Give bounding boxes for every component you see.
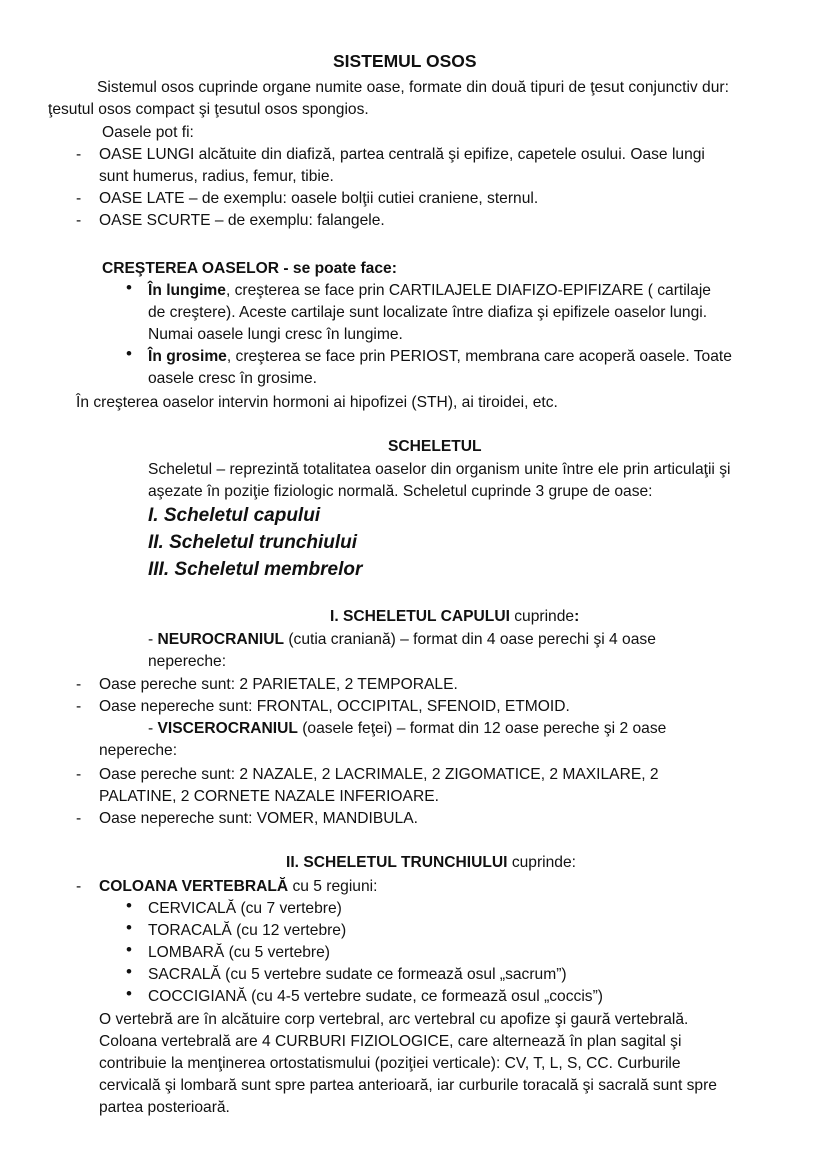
spine-line	[99, 876, 377, 897]
growth-hormones: În creşterea oaselor intervin hormoni ai hipofizei (STH), ai tiroidei, etc.	[76, 394, 558, 411]
neurocranium-line-2: nepereche:	[148, 653, 227, 670]
intro-line-1: Sistemul osos cuprinde organe numite oase, formate din două tipuri de ţesut conjunctiv dur:	[97, 79, 729, 96]
viscerocranium-dash: -	[148, 720, 158, 737]
growth-width-label: În grosime	[148, 348, 227, 365]
head-heading	[330, 606, 579, 627]
neurocranium-line-1	[148, 629, 656, 650]
dash-bullet: -	[76, 878, 82, 895]
type-long-line-1: OASE LUNGI alcătuite din diafiză, partea centrală şi epifize, capetele osului. Oase lungi	[99, 146, 705, 163]
viscerocranium-paired-line-1: Oase pereche sunt: 2 NAZALE, 2 LACRIMALE, 2 ZIGOMATICE, 2 MAXILARE, 2	[99, 766, 659, 783]
bullet-icon: •	[126, 984, 132, 1003]
growth-length-text: , creşterea se face prin CARTILAJELE DIAFIZO-EPIFIZARE ( cartilaje	[225, 282, 711, 299]
trunk-paragraph-line-5: partea posterioară.	[99, 1099, 230, 1116]
dash-bullet: -	[76, 146, 82, 163]
viscerocranium-line-2: nepereche:	[99, 742, 178, 759]
viscerocranium-unpaired: Oase nepereche sunt: VOMER, MANDIBULA.	[99, 810, 418, 827]
trunk-paragraph-line-2: Coloana vertebrală are 4 CURBURI FIZIOLOGICE, care alternează în plan sagital şi	[99, 1033, 682, 1050]
type-flat: OASE LATE – de exemplu: oasele bolţii cutiei craniene, sternul.	[99, 190, 539, 207]
trunk-heading	[286, 852, 576, 873]
dash-bullet: -	[76, 698, 82, 715]
skeleton-line-1: Scheletul – reprezintă totalitatea oaselor din organism unite între ele prin articulaţii şi	[148, 461, 731, 478]
page-title: SISTEMUL OSOS	[333, 51, 477, 71]
skeleton-group-2: II. Scheletul trunchiului	[148, 532, 358, 553]
skeleton-line-2: aşezate în poziţie fiziologic normală. Scheletul cuprinde 3 grupe de oase:	[148, 483, 653, 500]
viscerocranium-label: VISCEROCRANIUL	[157, 720, 298, 737]
bullet-icon: •	[126, 896, 132, 915]
type-long-line-2: sunt humerus, radius, femur, tibie.	[99, 168, 334, 185]
viscerocranium-line-1	[148, 718, 666, 739]
dash-bullet: -	[76, 212, 82, 229]
intro-line-3: Oasele pot fi:	[102, 124, 194, 141]
dash-bullet: -	[76, 676, 82, 693]
viscerocranium-paired-line-2: PALATINE, 2 CORNETE NAZALE INFERIOARE.	[99, 788, 439, 805]
dash-bullet: -	[76, 766, 82, 783]
growth-width-text: , creşterea se face prin PERIOST, membrana care acoperă oasele. Toate	[226, 348, 732, 365]
trunk-heading-rest: cuprinde:	[507, 854, 576, 871]
skeleton-group-3: III. Scheletul membrelor	[148, 559, 363, 580]
growth-heading: CREŞTEREA OASELOR - se poate face:	[102, 260, 397, 277]
viscerocranium-text: (oasele feţei) – format din 12 oase pereche şi 2 oase	[297, 720, 667, 737]
bullet-icon: •	[126, 940, 132, 959]
growth-length-line-2: de creştere). Aceste cartilaje sunt localizate între diafiza şi epifizele oaselor lungi.	[148, 304, 708, 321]
dash-bullet: -	[76, 190, 82, 207]
intro-line-2: ţesutul osos compact şi ţesutul osos spongios.	[48, 101, 369, 118]
spine-region: SACRALĂ (cu 5 vertebre sudate ce formează osul „sacrum”)	[148, 966, 567, 983]
head-heading-bold: I. SCHELETUL CAPULUI	[330, 608, 510, 625]
spine-region: CERVICALĂ (cu 7 vertebre)	[148, 900, 342, 917]
trunk-heading-bold: II. SCHELETUL TRUNCHIULUI	[286, 854, 508, 871]
head-heading-colon: :	[574, 608, 580, 625]
neurocranium-text: (cutia craniană) – format din 4 oase perechi şi 4 oase	[284, 631, 656, 648]
spine-label: COLOANA VERTEBRALĂ	[99, 878, 289, 895]
growth-width-line-1	[148, 346, 732, 367]
skeleton-group-1: I. Scheletul capului	[148, 505, 321, 526]
type-short: OASE SCURTE – de exemplu: falangele.	[99, 212, 385, 229]
spine-region: TORACALĂ (cu 12 vertebre)	[148, 922, 347, 939]
growth-length-line-3: Numai oasele lungi cresc în lungime.	[148, 326, 403, 343]
spine-region: COCCIGIANĂ (cu 4-5 vertebre sudate, ce formează osul „coccis”)	[148, 988, 603, 1005]
trunk-paragraph-line-4: cervicală şi lombară sunt spre partea anterioară, iar curburile toracală şi sacrală sunt spre	[99, 1077, 717, 1094]
trunk-paragraph-line-3: contribuie la menţinerea ortostatismului (poziţiei verticale): CV, T, L, S, CC. Curburile	[99, 1055, 681, 1072]
spine-region: LOMBARĂ (cu 5 vertebre)	[148, 944, 330, 961]
bullet-icon: •	[126, 962, 132, 981]
bullet-icon: •	[126, 344, 132, 363]
bullet-icon: •	[126, 918, 132, 937]
neurocranium-dash: -	[148, 631, 158, 648]
dash-bullet: -	[76, 810, 82, 827]
bullet-icon: •	[126, 278, 132, 297]
neurocranium-unpaired: Oase nepereche sunt: FRONTAL, OCCIPITAL, SFENOID, ETMOID.	[99, 698, 570, 715]
skeleton-heading: SCHELETUL	[388, 438, 482, 455]
trunk-paragraph-line-1: O vertebră are în alcătuire corp vertebral, arc vertebral cu apofize şi gaură vertebrală.	[99, 1011, 689, 1028]
neurocranium-label: NEUROCRANIUL	[157, 631, 285, 648]
neurocranium-paired: Oase pereche sunt: 2 PARIETALE, 2 TEMPORALE.	[99, 676, 458, 693]
head-heading-rest: cuprinde	[509, 608, 575, 625]
spine-text: cu 5 regiuni:	[288, 878, 378, 895]
growth-width-line-2: oasele cresc în grosime.	[148, 370, 318, 387]
growth-length-line-1	[148, 280, 711, 301]
growth-length-label: În lungime	[148, 282, 226, 299]
